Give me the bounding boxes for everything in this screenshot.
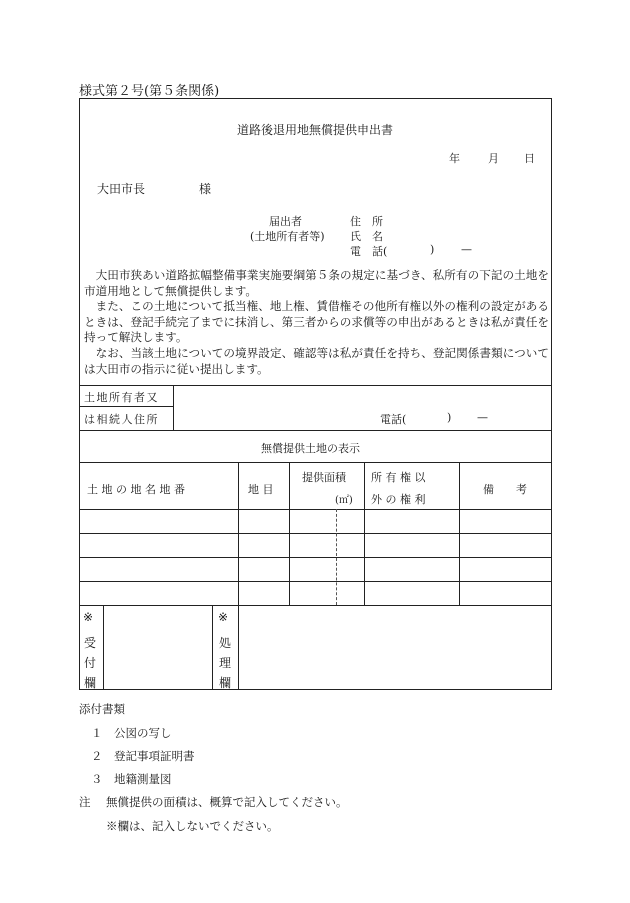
divider-table-row-1 [79,533,552,534]
attachment-item-2: ２ 登記事項証明書 [91,749,195,763]
date-day: 日 [524,152,535,165]
date-month: 月 [488,152,499,165]
area-decimal-divider [336,509,337,605]
addressee-honorific: 様 [199,182,212,196]
attachments-title: 添付書類 [79,702,125,716]
applicant-phone-close: ) [430,243,435,256]
reception-mark: ※ [83,610,94,624]
note-label: 注 [79,795,91,809]
heir-label-line1: 土地所有者又 [84,391,159,404]
reception-area-divider [212,605,213,690]
divider-after-heir [79,430,552,431]
document-title: 道路後退用地無償提供申出書 [237,123,394,137]
addressee-name: 大田市長 [97,182,146,196]
divider-after-section-title [79,462,552,463]
land-section-title: 無償提供土地の表示 [261,442,360,455]
processing-char-2: 理 [219,656,232,670]
header-category: 地 目 [248,483,274,496]
divider-table-bottom [79,605,552,606]
attachment-item-3: ３ 地籍測量図 [91,772,172,786]
reception-char-2: 付 [84,656,97,670]
declaration-text [84,268,549,377]
declaration-paragraph-3: なお、当該土地についての境界設定、確認等は私が責任を持ち、登記関係書類については大田市の指示に従い提出します。 [84,345,549,376]
heir-phone-close: ) [447,411,452,424]
form-number-label: 様式第２号(第５条関係) [79,84,220,99]
heir-label-divider [173,385,174,430]
header-rights-line1: 所 有 権 以 [371,471,426,484]
header-rights-line2: 外 の 権 利 [371,493,426,506]
applicant-address-label: 住 所 [350,215,383,228]
processing-mark: ※ [218,610,229,624]
processing-char-3: 欄 [219,676,232,690]
heir-label-line2: は相続人住所 [84,413,159,426]
heir-phone-label: 電話( [380,413,407,426]
reception-char-3: 欄 [84,676,97,690]
declaration-paragraph-1: 大田市狭あい道路拡幅整備事業実施要綱第５条の規定に基づき、私所有の下記の土地を市道用地として無償提供します。 [84,268,549,298]
reception-char-1: 受 [84,636,97,650]
col-divider-category [238,462,239,605]
header-area: 提供面積 [302,471,346,484]
reception-label-divider [103,605,104,690]
divider-heir-mid [79,406,173,407]
processing-char-1: 処 [219,636,232,650]
note-line-1: 無償提供の面積は、概算で記入してください。 [106,795,348,809]
applicant-phone-label: 電 話( [350,245,388,258]
col-divider-area [289,462,290,605]
note-line-2: ※欄は、記入しないでください。 [106,819,279,833]
processing-label-divider [238,605,239,690]
header-location: 土 地 の 地 名 地 番 [87,483,185,496]
header-area-unit: (㎡) [335,495,353,506]
divider-after-body [79,385,552,386]
header-remarks: 備 考 [483,483,527,496]
date-year: 年 [449,152,460,165]
heir-phone-dash: — [477,411,488,424]
col-divider-remarks [459,462,460,605]
divider-table-header [79,509,552,510]
applicant-name-label: 氏 名 [350,230,383,243]
applicant-label: 届出者 [269,215,302,228]
col-divider-rights [364,462,365,605]
applicant-sublabel: (土地所有者等) [250,230,325,243]
declaration-paragraph-2: また、この土地について抵当権、地上権、賃借権その他所有権以外の権利の設定があるときは、登記手続完了までに抹消し、第三者からの求償等の申出があるときは私が責任を持って解決します。 [84,299,549,345]
divider-table-row-3 [79,581,552,582]
attachment-item-1: １ 公図の写し [91,726,172,740]
applicant-phone-dash: — [461,243,472,256]
divider-table-row-2 [79,557,552,558]
